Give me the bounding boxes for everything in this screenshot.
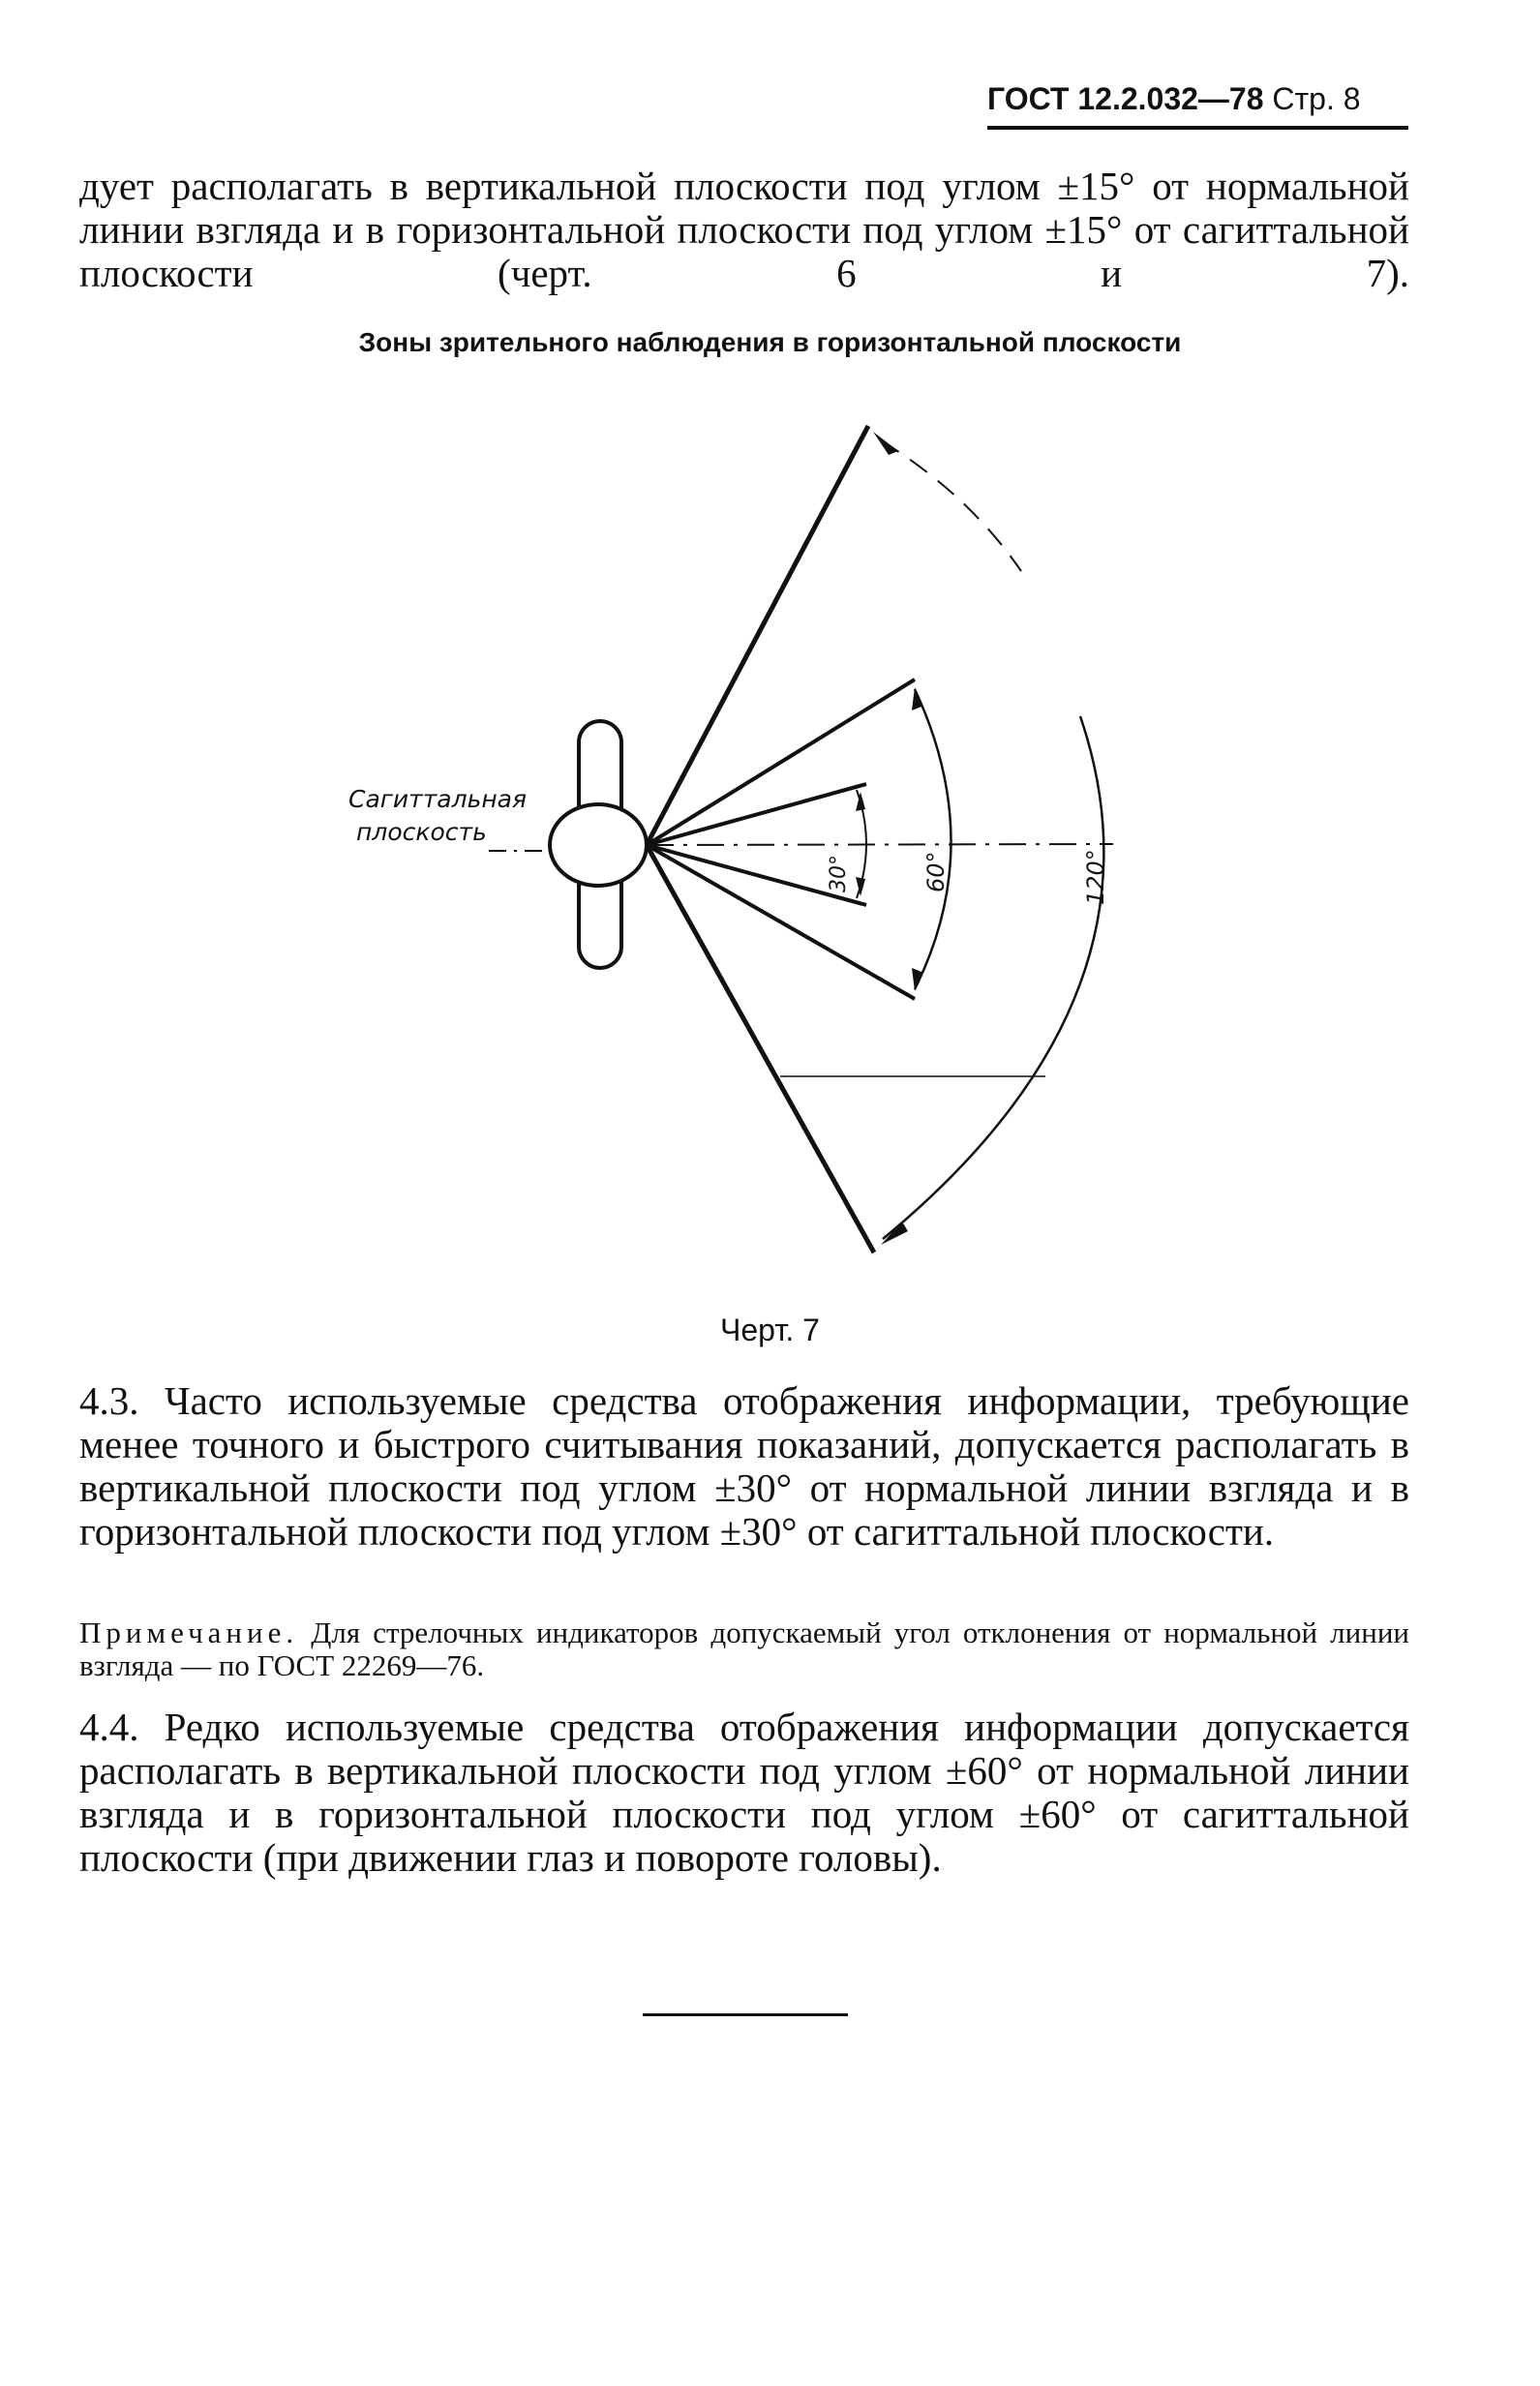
ray-minus-60 (647, 845, 874, 1253)
intro-paragraph: дует располагать в вертикальной плоскости под углом ±15° от нормальной линии взгляда и в горизонтальной плоскости под углом ±15° от сагиттальной плоскости (черт. 6 и 7). (79, 164, 1409, 295)
arc-120-upper-dashed (881, 440, 1021, 571)
gaze-center-line (647, 844, 1113, 845)
sagittal-label-line1: Сагиттальная (348, 785, 528, 813)
note-label: Примечание. (79, 1616, 299, 1649)
arrow-30-top (856, 792, 865, 811)
angle-label-60: 60° (922, 851, 950, 892)
ray-plus-30 (647, 680, 915, 845)
angle-label-30: 30° (827, 855, 851, 892)
figure-title: Зоны зрительного наблюдения в горизонтальной плоскости (358, 327, 1182, 357)
note-text: Для стрелочных индикаторов допускаемый угол отклонения от нормальной линии взгляда — по ГОСТ 22269—76. (79, 1616, 1409, 1682)
arc-60 (915, 689, 951, 989)
ray-plus-15 (647, 784, 866, 845)
end-rule (643, 2013, 848, 2016)
ray-plus-60 (647, 426, 868, 845)
arrow-120-top (873, 432, 898, 455)
sagittal-label-line2: плоскость (356, 818, 487, 846)
head-shape (550, 804, 647, 886)
figure-caption: Черт. 7 (720, 1313, 820, 1347)
angle-label-120: 120° (1082, 849, 1109, 905)
paragraph-4-4: 4.4. Редко используемые средства отображения информации допускается располагать в вертикальной плоскости под углом ±60° от нормальной линии взгляда и в горизонтальной плоскости под углом ±60° от сагиттальной плоскости (при движении глаз и повороте головы). (79, 1705, 1409, 1880)
arrow-30-bottom (856, 877, 865, 896)
standard-code: ГОСТ 12.2.032—78 (987, 81, 1264, 116)
paragraph-4-3: 4.3. Часто используемые средства отображения информации, требующие менее точного и быстрого считывания показаний, допускается располагать в вертикальной плоскости под углом ±30° от нормальной линии взгляда и в горизонтальной плоскости под углом ±30° от сагиттальной плоскости. (79, 1378, 1409, 1554)
note (79, 1616, 1409, 1682)
arrow-120-bottom (881, 1222, 908, 1245)
page-number: Стр. 8 (1272, 81, 1361, 116)
